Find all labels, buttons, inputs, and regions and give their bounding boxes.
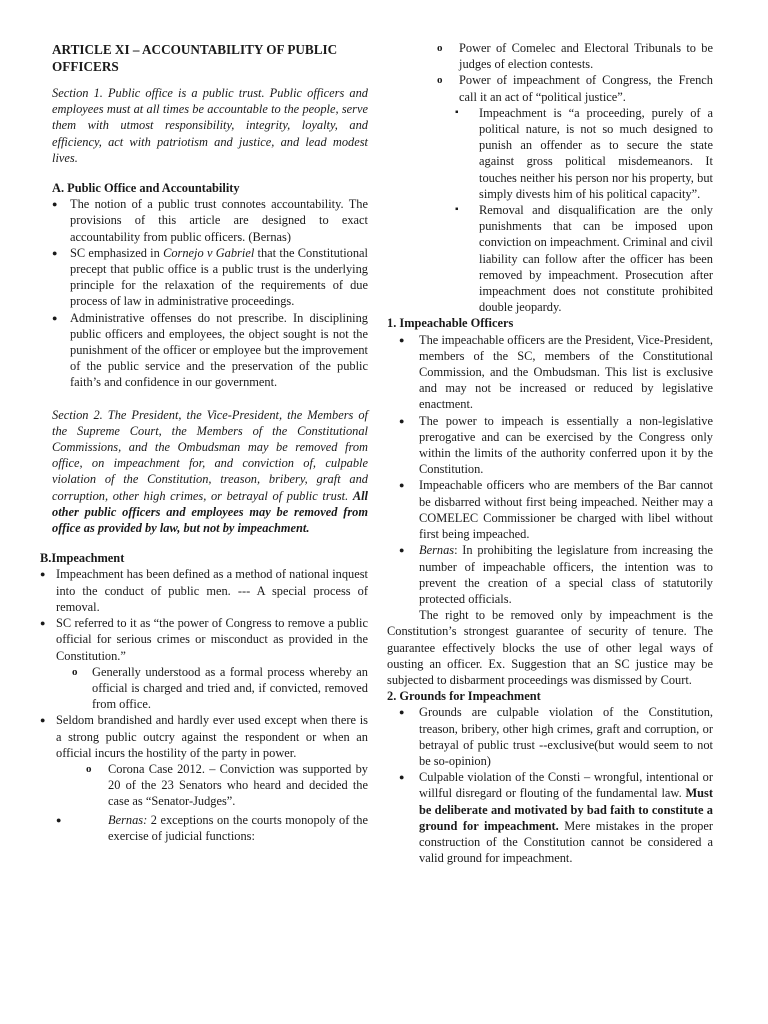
list-b [40, 566, 368, 843]
security-of-tenure-paragraph: The right to be removed only by impeachment is the Constitution’s strongest guarantee of security of tenure. The guarantee effectively blocks the use of other legal ways of ousting an officer. Ex. Suggestion that an SC justice may be subjected to disbarment proceedings was dismissed by Court. [387, 608, 713, 687]
sub-sub-list-item: ▪ Impeachment is “a proceeding, purely of a political nature, is not so much designed to punish an offender as to secure the state against gross political misdemeanors. It touches neither his person nor his property, but simply divests him of his political capacity”. [387, 105, 713, 202]
sub-list-item: ● Bernas: 2 exceptions on the courts monopoly of the exercise of judicial functions: [56, 812, 368, 844]
list-item: ● The power to impeach is essentially a non-legislative prerogative and can be exercised by the Congress only within the limits of the authority conferred upon it by the Constitution. [387, 413, 713, 478]
list-item: ● Administrative offenses do not prescribe. In disciplining public officers and employees, the object sought is not the punishment of the officer or employee but the improvement of the public service and the preservation of the public faith’s and confidence in our government. [52, 310, 368, 391]
heading-a: A. Public Office and Accountability [52, 181, 240, 196]
list-item: ● Impeachment has been defined as a method of national inquest into the conduct of public men. --- A special process of removal. [40, 566, 368, 615]
list-item: ● Impeachable officers who are members of the Bar cannot be disbarred without first being impeached. Neither may a COMELEC Commissioner be charged with libel without first being impeached. [387, 477, 713, 542]
heading-grounds: 2. Grounds for Impeachment [387, 689, 541, 704]
section-2-text: Section 2. The President, the Vice-President, the Members of the Supreme Court, the Members of the Constitutional Commissions, and the Ombudsman may be removed from office, on impeachment for, and conviction of, culpable violation of the Constitution, treason, bribery, graft and corruption, other high crimes, or betrayal of public trust. All other public officers and employees may be removed from office as provided by law, but not by impeachment. [52, 407, 368, 536]
sub-list-item: o Power of impeachment of Congress, the French call it an act of “political justice”. [387, 72, 713, 104]
list-item: ● Bernas: In prohibiting the legislature from increasing the number of impeachable officers, the intention was to prevent the creation of a special class of statutorily protected officials. [387, 542, 713, 607]
list-grounds [387, 704, 713, 866]
section-1-text: Section 1. Public office is a public trust. Public officers and employees must at all times be accountable to the people, serve them with utmost responsibility, integrity, loyalty, and efficiency, act with patriotism and justice, and lead modest lives. [52, 86, 368, 165]
exceptions-list [387, 40, 713, 105]
list-item: ● Grounds are culpable violation of the Constitution, treason, bribery, other high crimes, graft and corruption, or betrayal of public trust --exclusive(but would seem to not be so-opinion) [387, 704, 713, 769]
list-impeachable-officers [387, 332, 713, 607]
list-item: ● SC emphasized in Cornejo v Gabriel that the Constitutional precept that public office is a public trust is the underlying principle for the relaxation of the requirements of due process of law in administrative proceedings. [52, 245, 368, 310]
sub-list-item: o Generally understood as a formal process whereby an official is charged and tried and, if convicted, removed from office. [56, 664, 368, 713]
heading-impeachable-officers: 1. Impeachable Officers [387, 316, 514, 331]
left-column [40, 40, 368, 844]
impeachment-notes-list [387, 105, 713, 316]
sub-list-item: o Corona Case 2012. – Conviction was supported by 20 of the 23 Senators who heard and decided the case as “Senator-Judges”. [56, 761, 368, 810]
right-column [387, 40, 713, 866]
sub-sub-list-item: ▪ Removal and disqualification are the only punishments that can be imposed upon conviction on impeachment. Criminal and civil liability can follow after the officer has been removed by impeachment. Prosecution after impeachment does not constitute prohibited double jeopardy. [387, 202, 713, 315]
list-item: ● SC referred to it as “the power of Congress to remove a public official for serious crimes or misconduct as provided in the Constitution.” o Generally understood as a formal process whereby an official is charged and tried and, if convicted, removed from office. [40, 615, 368, 712]
sub-list-item: o Power of Comelec and Electoral Tribunals to be judges of election contests. [387, 40, 713, 72]
heading-b: B.Impeachment [40, 551, 125, 566]
article-title: ARTICLE XI – ACCOUNTABILITY OF PUBLIC OFFICERS [52, 42, 338, 74]
list-item: ● The impeachable officers are the President, Vice-President, members of the SC, members of the Constitutional Commission, and the Ombudsman. This list is exclusive and may not be increased or reduced by legislative enactment. [387, 332, 713, 413]
list-item: ● Seldom brandished and hardly ever used except when there is a strong public outcry against the respondent or when an official incurs the hostility of the party in power. o Corona Case 2012. – Conviction was supported by 20 of the 23 Senators who heard and decided the case as “Senator-Judges”. ● Bernas: 2 exceptions on the courts monopoly of the exercise of judicial functions: [40, 712, 368, 844]
case-name: Cornejo v Gabriel [163, 245, 255, 260]
list-a [52, 196, 368, 390]
list-item: ● The notion of a public trust connotes accountability. The provisions of this article are designed to exact accountability from public officers. (Bernas) [52, 196, 368, 245]
list-item: ● Culpable violation of the Consti – wrongful, intentional or willful disregard or flouting of the fundamental law. Must be deliberate and motivated by bad faith to constitute a ground for impeachment. Mere mistakes in the proper construction of the Constitution cannot be considered a valid ground for impeachment. [387, 769, 713, 866]
